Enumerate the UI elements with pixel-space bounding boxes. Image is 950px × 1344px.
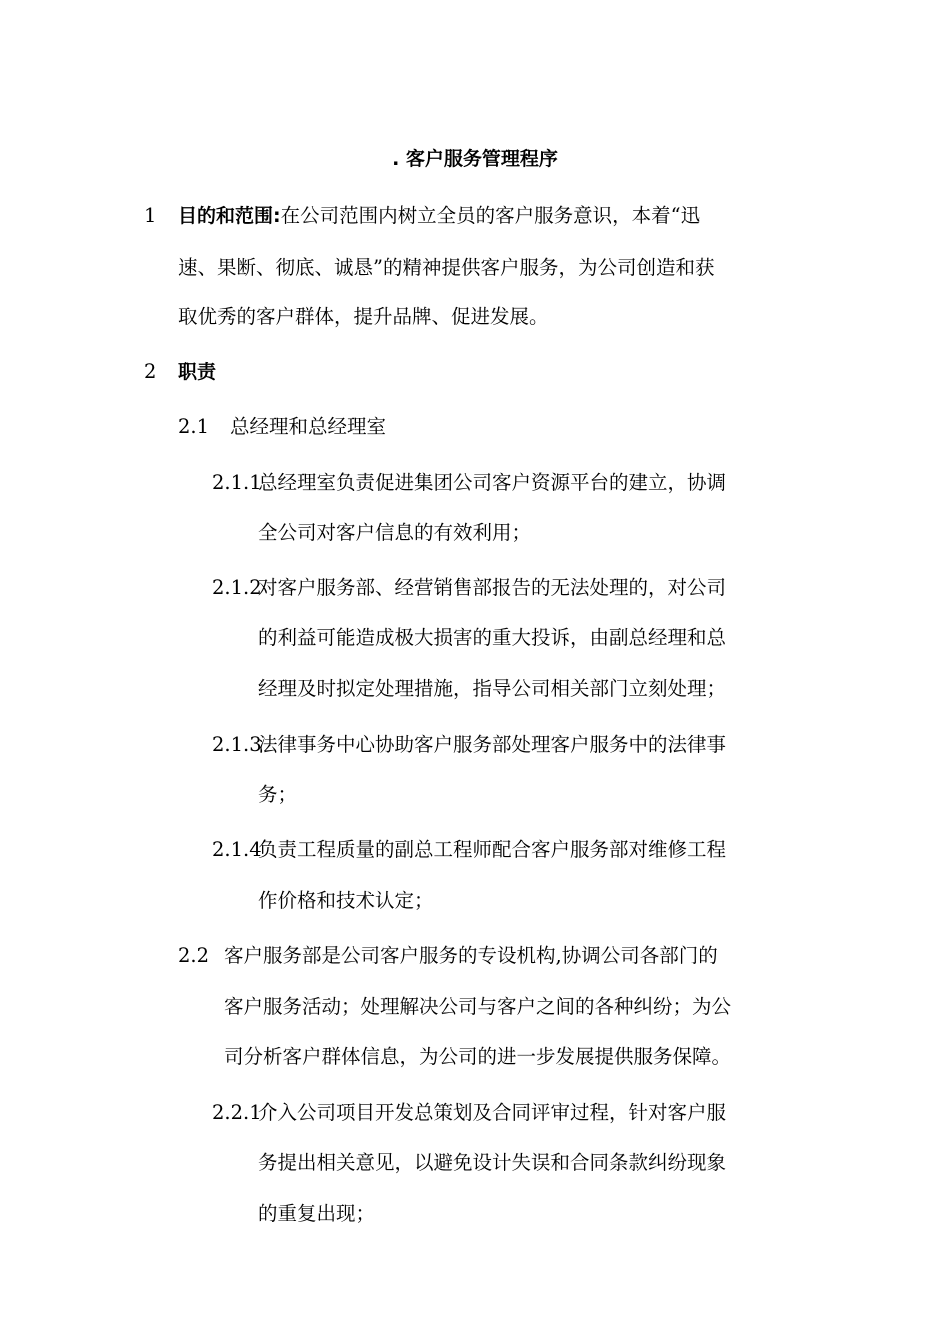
paragraph-line: 客户服务活动；处理解决公司与客户之间的各种纠纷；为公: [224, 995, 732, 1018]
item-number: 2.1.2: [212, 576, 262, 599]
item-number: 2.1.4: [212, 838, 262, 861]
paragraph-line: 介入公司项目开发总策划及合同评审过程，针对客户服: [258, 1101, 727, 1124]
section-number: 2: [144, 360, 157, 383]
section-heading: 目的和范围: [178, 205, 274, 227]
paragraph-line: 的重复出现；: [258, 1202, 376, 1225]
paragraph-line: 对客户服务部、经营销售部报告的无法处理的，对公司: [258, 576, 727, 599]
subsection-text: 总经理和总经理室: [230, 415, 387, 438]
item-number: 2.2.1: [212, 1101, 262, 1124]
paragraph-line: 务提出相关意见，以避免设计失误和合同条款纠纷现象: [258, 1151, 727, 1174]
paragraph-line: 务；: [258, 783, 298, 806]
item-number: 2.1.3: [212, 733, 262, 756]
paragraph-line: 总经理室负责促进集团公司客户资源平台的建立，协调: [258, 471, 727, 494]
paragraph-line: 速、果断、彻底、诚恳”的精神提供客户服务，为公司创造和获: [178, 256, 715, 279]
paragraph-line: 负责工程质量的副总工程师配合客户服务部对维修工程: [258, 838, 727, 861]
paragraph-line: 在公司范围内树立全员的客户服务意识，本着“迅: [280, 204, 701, 227]
subsection-number: 2.2: [178, 944, 210, 967]
paragraph-line: 作价格和技术认定；: [258, 889, 434, 912]
heading-separator: :: [273, 205, 281, 227]
section-1-first-line: [178, 203, 700, 229]
paragraph-line: 取优秀的客户群体，提升品牌、促进发展。: [178, 305, 549, 328]
section-heading: 职责: [178, 361, 217, 383]
item-number: 2.1.1: [212, 471, 262, 494]
paragraph-line: 的利益可能造成极大损害的重大投诉，由副总经理和总: [258, 626, 727, 649]
document-title: . 客户服务管理程序: [392, 148, 558, 170]
paragraph-line: 法律事务中心协助客户服务部处理客户服务中的法律事: [258, 733, 727, 756]
subsection-number: 2.1: [178, 415, 210, 438]
section-number: 1: [144, 204, 157, 227]
paragraph-line: 经理及时拟定处理措施，指导公司相关部门立刻处理；: [258, 677, 727, 700]
paragraph-line: 客户服务部是公司客户服务的专设机构,协调公司各部门的: [224, 944, 718, 967]
paragraph-line: 司分析客户群体信息，为公司的进一步发展提供服务保障。: [224, 1045, 732, 1068]
paragraph-line: 全公司对客户信息的有效利用；: [258, 521, 532, 544]
